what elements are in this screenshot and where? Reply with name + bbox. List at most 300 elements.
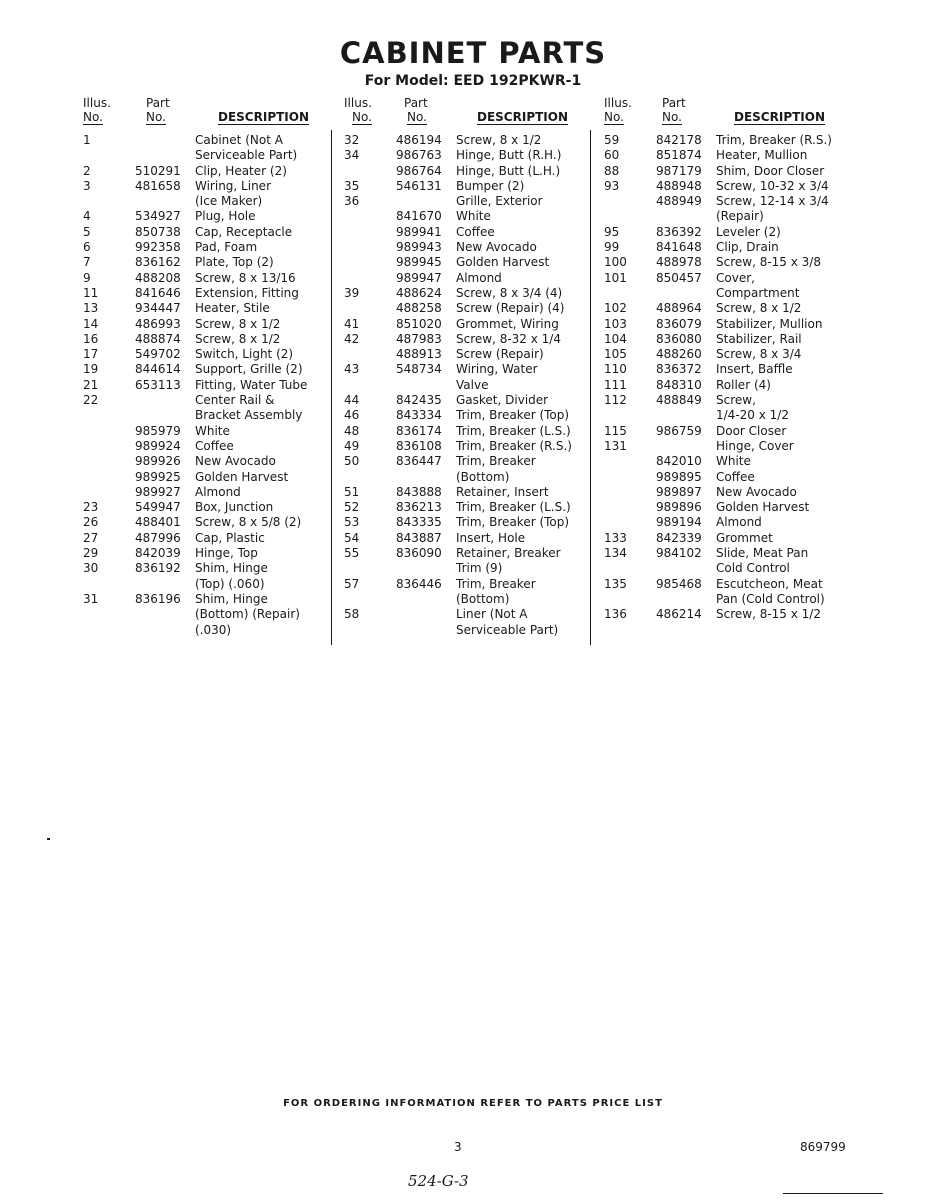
part-row [344,485,614,500]
part-row [604,209,874,224]
part-row [604,347,874,362]
part-number: 985979 [135,423,181,438]
part-number: 843888 [396,484,442,499]
part-number: 842435 [396,393,442,408]
part-number: 842039 [135,546,181,561]
part-number: 841646 [135,285,181,300]
part-row [344,148,614,163]
part-row [344,362,614,377]
illus-number: 60 [604,148,620,163]
parts-column-3 [604,96,864,656]
part-description: Valve [456,377,489,392]
part-row [344,225,614,240]
part-number: 488258 [396,301,442,316]
part-description: Screw, 8 x 13/16 [195,270,296,285]
part-no-header: No. [662,110,682,124]
illus-number: 93 [604,178,620,193]
part-description: Hinge, Cover [716,438,794,453]
part-description: Trim (9) [456,561,503,576]
part-description: Pad, Foam [195,240,258,255]
part-row [83,347,353,362]
part-number: 488401 [135,515,181,530]
illus-number: 16 [83,331,99,346]
part-description: Heater, Stile [195,301,270,316]
part-number: 836213 [396,500,442,515]
part-description: Trim, Breaker (L.S.) [456,423,571,438]
illus-number: 48 [344,423,360,438]
illus-number: 7 [83,255,91,270]
illus-number: 30 [83,561,99,576]
part-row [344,408,614,423]
part-description: White [716,454,751,469]
illus-number: 102 [604,301,627,316]
part-number: 989924 [135,438,181,453]
illus-number: 46 [344,408,360,423]
part-description: Shim, Hinge [195,591,268,606]
part-number: 487983 [396,331,442,346]
part-description: Plate, Top (2) [195,255,274,270]
part-row [344,347,614,362]
part-row [604,408,874,423]
part-description: Screw, 12-14 x 3/4 [716,194,829,209]
part-description: Center Rail & [195,393,275,408]
part-number: 836162 [135,255,181,270]
part-row [344,577,614,592]
part-description: Golden Harvest [195,469,289,484]
column-divider [331,130,332,645]
part-description: Grille, Exterior [456,194,543,209]
part-number: 836174 [396,423,442,438]
part-row [344,515,614,530]
part-header: Part [146,96,170,110]
column-header [604,96,864,130]
illus-number: 36 [344,194,360,209]
part-number: 850738 [135,224,181,239]
part-row [604,577,874,592]
part-number: 984102 [656,546,702,561]
parts-column-1 [83,96,343,656]
part-description: Stabilizer, Mullion [716,316,823,331]
part-number: 842178 [656,133,702,147]
part-number: 843887 [396,530,442,545]
illus-number: 131 [604,438,627,453]
part-description: Golden Harvest [456,255,550,270]
part-description: Hinge, Butt (R.H.) [456,148,562,163]
part-number: 989194 [656,515,702,530]
part-number: 488260 [656,347,702,362]
illus-no-header: No. [604,110,624,124]
part-number: 850457 [656,270,702,285]
illus-header: Illus. [604,96,632,110]
part-number: 836079 [656,316,702,331]
part-description: Plug, Hole [195,209,256,224]
part-row [604,500,874,515]
part-number: 548734 [396,362,442,377]
part-description: Screw, 8 x 1/2 [456,133,542,147]
part-row [604,301,874,316]
part-row [83,607,353,622]
part-description: New Avocado [456,240,537,255]
part-number: 989895 [656,469,702,484]
illus-number: 32 [344,133,360,147]
part-description: Screw (Repair) (4) [456,301,565,316]
ordering-note: FOR ORDERING INFORMATION REFER TO PARTS PRICE LIST [283,1098,663,1109]
part-row [344,424,614,439]
part-description: New Avocado [195,454,276,469]
part-description: Leveler (2) [716,224,781,239]
part-number: 488948 [656,178,702,193]
model-subtitle: For Model: EED 192PKWR-1 [364,73,582,89]
part-number: 986763 [396,148,442,163]
parts-rows [604,133,874,623]
part-description: Screw, 8 x 3/4 [716,347,802,362]
illus-number: 21 [83,377,99,392]
part-number: 989943 [396,240,442,255]
illus-number: 88 [604,163,620,178]
part-row [344,546,614,561]
part-row [83,592,353,607]
part-row [83,148,353,163]
part-description: Screw, 8 x 1/2 [195,316,281,331]
part-description: Box, Junction [195,500,274,515]
part-row [83,577,353,592]
part-description: Slide, Meat Pan [716,546,809,561]
illus-number: 54 [344,530,360,545]
illus-number: 1 [83,133,91,147]
illus-number: 50 [344,454,360,469]
part-number: 989945 [396,255,442,270]
part-description: Serviceable Part) [456,622,559,637]
part-row [604,378,874,393]
part-number: 488874 [135,331,181,346]
part-description: Almond [716,515,762,530]
part-row [344,561,614,576]
scan-speck [47,838,50,840]
part-description: Coffee [456,224,495,239]
part-number: 481658 [135,178,181,193]
part-description: New Avocado [716,484,797,499]
part-row [83,393,353,408]
illus-number: 100 [604,255,627,270]
part-row [344,378,614,393]
part-number: 843335 [396,515,442,530]
part-description: Screw (Repair) [456,347,544,362]
description-header: DESCRIPTION [734,110,826,124]
part-description: Golden Harvest [716,500,810,515]
part-row [83,454,353,469]
part-description: Heater, Mullion [716,148,808,163]
part-number: 985468 [656,576,702,591]
illus-number: 14 [83,316,99,331]
part-number: 841670 [396,209,442,224]
part-row [83,255,353,270]
part-number: 989947 [396,270,442,285]
illus-number: 55 [344,546,360,561]
part-number: 486194 [396,133,442,147]
part-row [83,623,353,638]
illus-number: 95 [604,224,620,239]
part-description: Shim, Hinge [195,561,268,576]
illus-number: 31 [83,591,99,606]
part-row [83,531,353,546]
illus-number: 3 [83,178,91,193]
part-number: 989926 [135,454,181,469]
part-row [344,500,614,515]
part-row [604,148,874,163]
part-description: Door Closer [716,423,787,438]
description-header: DESCRIPTION [477,110,569,124]
part-row [604,286,874,301]
part-description: Cover, [716,270,755,285]
illus-number: 51 [344,484,360,499]
part-row [83,286,353,301]
part-number: 989941 [396,224,442,239]
part-row [604,485,874,500]
part-row [83,546,353,561]
illus-number: 11 [83,285,99,300]
part-description: Trim, Breaker [456,576,536,591]
part-description: Extension, Fitting [195,285,299,300]
illus-number: 59 [604,133,620,147]
part-description: Wiring, Water [456,362,538,377]
column-header [83,96,343,130]
part-row [83,500,353,515]
part-row [344,271,614,286]
part-number: 836446 [396,576,442,591]
part-description: Screw, 8 x 3/4 (4) [456,285,563,300]
part-number: 836196 [135,591,181,606]
illus-number: 5 [83,224,91,239]
part-description: Retainer, Insert [456,484,549,499]
part-description: Roller (4) [716,377,771,392]
illus-number: 19 [83,362,99,377]
part-number: 989897 [656,484,702,499]
part-row [604,424,874,439]
part-description: Cold Control [716,561,790,576]
part-row [83,332,353,347]
part-row [344,255,614,270]
illus-number: 53 [344,515,360,530]
part-row [83,408,353,423]
part-number: 488964 [656,301,702,316]
part-row [83,179,353,194]
part-number: 848310 [656,377,702,392]
page-number: 3 [454,1140,462,1154]
part-row [83,225,353,240]
illus-number: 133 [604,530,627,545]
part-description: Trim, Breaker (Top) [456,515,570,530]
part-row [344,286,614,301]
part-description: Compartment [716,285,800,300]
part-description: Trim, Breaker [456,454,536,469]
part-description: (Ice Maker) [195,194,263,209]
illus-number: 52 [344,500,360,515]
part-row [344,194,614,209]
parts-column-2 [344,96,604,656]
part-description: Trim, Breaker (R.S.) [716,133,832,147]
illus-number: 34 [344,148,360,163]
part-number: 842010 [656,454,702,469]
part-row [344,133,614,148]
part-description: Retainer, Breaker [456,546,561,561]
part-number: 836447 [396,454,442,469]
illus-number: 101 [604,270,627,285]
part-row [344,164,614,179]
part-row [344,531,614,546]
illus-number: 134 [604,546,627,561]
part-header: Part [662,96,686,110]
part-row [604,271,874,286]
part-row [344,240,614,255]
illus-number: 23 [83,500,99,515]
illus-number: 29 [83,546,99,561]
part-row [344,439,614,454]
illus-number: 27 [83,530,99,545]
illus-number: 135 [604,576,627,591]
part-description: Insert, Baffle [716,362,793,377]
part-row [344,592,614,607]
part-row [604,317,874,332]
part-row [604,531,874,546]
illus-number: 9 [83,270,91,285]
illus-number: 17 [83,347,99,362]
part-description: Screw, 8 x 1/2 [195,331,281,346]
part-number: 488949 [656,194,702,209]
part-description: Clip, Heater (2) [195,163,287,178]
part-row [344,301,614,316]
part-number: 486214 [656,607,702,622]
part-description: Hinge, Butt (L.H.) [456,163,561,178]
part-row [83,240,353,255]
part-number: 488978 [656,255,702,270]
part-description: Trim, Breaker (R.S.) [456,438,572,453]
part-row [83,133,353,148]
part-number: 836080 [656,331,702,346]
part-row [344,179,614,194]
page-title: CABINET PARTS [339,36,607,70]
part-description: Almond [195,484,241,499]
part-row [604,546,874,561]
part-row [344,393,614,408]
part-number: 836108 [396,438,442,453]
illus-number: 35 [344,178,360,193]
illus-number: 112 [604,393,627,408]
part-description: Stabilizer, Rail [716,331,802,346]
part-description: (Bottom) (Repair) [195,607,300,622]
part-description: (Top) (.060) [195,576,265,591]
parts-rows [344,133,614,638]
part-row [344,332,614,347]
part-description: Screw, 8-15 x 1/2 [716,607,821,622]
illus-number: 26 [83,515,99,530]
part-description: Screw, [716,393,756,408]
part-description: Trim, Breaker (Top) [456,408,570,423]
illus-number: 115 [604,423,627,438]
illus-number: 111 [604,377,627,392]
illus-header: Illus. [83,96,111,110]
part-number: 989927 [135,484,181,499]
part-description: Hinge, Top [195,546,258,561]
part-row [604,454,874,469]
part-row [83,561,353,576]
part-row [344,209,614,224]
illus-number: 104 [604,331,627,346]
part-row [83,317,353,332]
part-number: 546131 [396,178,442,193]
part-description: Screw, 8 x 5/8 (2) [195,515,302,530]
part-description: Clip, Drain [716,240,779,255]
part-number: 487996 [135,530,181,545]
part-description: Wiring, Liner [195,178,271,193]
part-number: 549702 [135,347,181,362]
illus-number: 49 [344,438,360,453]
illus-number: 136 [604,607,627,622]
part-description: Grommet [716,530,773,545]
part-description: Screw, 8-15 x 3/8 [716,255,821,270]
illus-number: 43 [344,362,360,377]
part-description: Insert, Hole [456,530,526,545]
part-number: 989925 [135,469,181,484]
part-row [83,515,353,530]
part-number: 842339 [656,530,702,545]
part-number: 843334 [396,408,442,423]
part-description: Coffee [716,469,755,484]
part-number: 851020 [396,316,442,331]
part-description: (Repair) [716,209,764,224]
illus-number: 58 [344,607,360,622]
part-number: 986764 [396,163,442,178]
part-description: White [195,423,230,438]
part-description: Screw, 8 x 1/2 [716,301,802,316]
part-description: Fitting, Water Tube [195,377,308,392]
part-row [83,378,353,393]
part-number: 488849 [656,393,702,408]
part-number: 836372 [656,362,702,377]
illus-number: 6 [83,240,91,255]
part-description: Trim, Breaker (L.S.) [456,500,571,515]
illus-number: 41 [344,316,360,331]
part-row [604,255,874,270]
part-row [83,194,353,209]
part-no-header: No. [146,110,166,124]
column-header [344,96,604,130]
part-row [83,271,353,286]
part-description: Almond [456,270,502,285]
illus-number: 13 [83,301,99,316]
part-description: Cap, Plastic [195,530,265,545]
part-description: Switch, Light (2) [195,347,294,362]
part-row [604,240,874,255]
part-description: Cabinet (Not A [195,133,283,147]
part-description: 1/4-20 x 1/2 [716,408,789,423]
column-divider [590,130,591,645]
part-description: (Bottom) [456,469,510,484]
part-number: 992358 [135,240,181,255]
part-number: 549947 [135,500,181,515]
part-description: Screw, 10-32 x 3/4 [716,178,829,193]
part-row [344,607,614,622]
part-number: 534927 [135,209,181,224]
illus-number: 2 [83,163,91,178]
part-header: Part [404,96,428,110]
corner-rule [783,1193,883,1194]
part-number: 851874 [656,148,702,163]
part-row [604,164,874,179]
handwritten-note: 524-G-3 [408,1172,469,1190]
part-number: 989896 [656,500,702,515]
illus-no-header: No. [352,110,372,124]
part-description: Escutcheon, Meat [716,576,823,591]
